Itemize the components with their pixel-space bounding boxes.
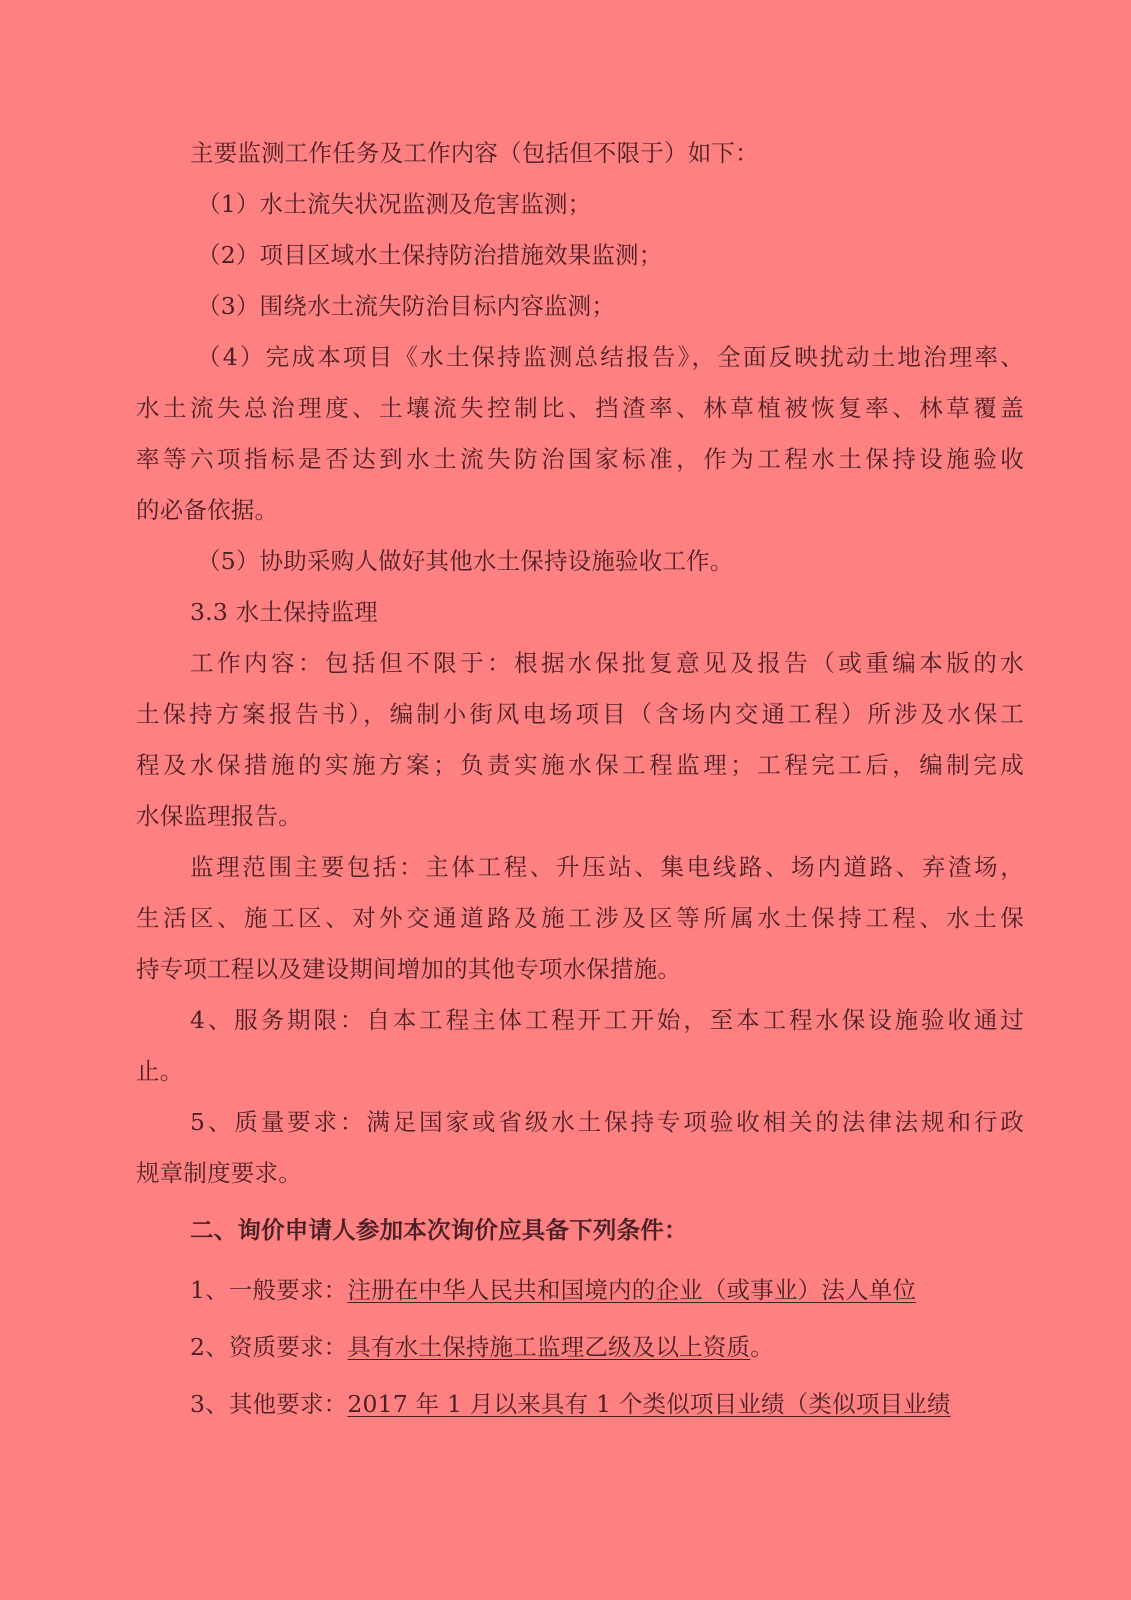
section-heading-3-3: 3.3 水土保持监理 (190, 598, 378, 626)
list-item-5: （5）协助采购人做好其他水土保持设施验收工作。 (197, 547, 734, 575)
section-heading-2: 二、询价申请人参加本次询价应具备下列条件： (190, 1216, 688, 1244)
quality-line-1: 5、质量要求：满足国家或省级水土保持专项验收相关的法律法规和行政 (190, 1108, 1024, 1136)
service-period-line-2: 止。 (136, 1057, 184, 1085)
requirement-3-value: 2017 年 1 月以来具有 1 个类似项目业绩（类似项目业绩 (347, 1390, 951, 1418)
list-item-2: （2）项目区域水土保持防治措施效果监测； (197, 241, 663, 269)
requirement-1 (190, 1274, 916, 1306)
service-period-line-1: 4、服务期限：自本工程主体工程开工开始，至本工程水保设施验收通过 (190, 1006, 1024, 1034)
intro-paragraph: 主要监测工作任务及工作内容（包括但不限于）如下： (190, 139, 759, 167)
work-content-line-2: 土保持方案报告书），编制小街风电场项目（含场内交通工程）所涉及水保工 (136, 700, 1024, 728)
list-item-4-line-2: 水土流失总治理度、土壤流失控制比、挡渣率、林草植被恢复率、林草覆盖 (136, 394, 1024, 422)
work-content-line-3: 程及水保措施的实施方案；负责实施水保工程监理；工程完工后，编制完成 (136, 751, 1024, 779)
requirement-2-suffix: 。 (750, 1333, 774, 1361)
scope-line-3: 持专项工程以及建设期间增加的其他专项水保措施。 (136, 955, 682, 983)
list-item-3: （3）围绕水土流失防治目标内容监测； (197, 292, 616, 320)
list-item-4-line-3: 率等六项指标是否达到水土流失防治国家标准，作为工程水土保持设施验收 (136, 445, 1024, 473)
work-content-line-4: 水保监理报告。 (136, 802, 302, 830)
list-item-4-line-1: （4）完成本项目《水土保持监测总结报告》，全面反映扰动土地治理率、 (197, 343, 1024, 371)
requirement-1-value: 注册在中华人民共和国境内的企业（或事业）法人单位 (347, 1276, 917, 1304)
requirement-1-label: 1、一般要求： (190, 1276, 348, 1304)
requirement-2-label: 2、资质要求： (190, 1333, 348, 1361)
work-content-line-1: 工作内容：包括但不限于：根据水保批复意见及报告（或重编本版的水 (190, 649, 1024, 677)
quality-line-2: 规章制度要求。 (136, 1159, 302, 1187)
list-item-1: （1）水土流失状况监测及危害监测； (197, 190, 592, 218)
requirement-3-label: 3、其他要求： (190, 1390, 348, 1418)
list-item-4-line-4: 的必备依据。 (136, 496, 279, 524)
scope-line-1: 监理范围主要包括：主体工程、升压站、集电线路、场内道路、弃渣场， (190, 853, 1024, 881)
requirement-2 (190, 1331, 774, 1363)
requirement-2-value: 具有水土保持施工监理乙级及以上资质 (347, 1333, 751, 1361)
scope-line-2: 生活区、施工区、对外交通道路及施工涉及区等所属水土保持工程、水土保 (136, 904, 1024, 932)
requirement-3 (190, 1388, 951, 1420)
